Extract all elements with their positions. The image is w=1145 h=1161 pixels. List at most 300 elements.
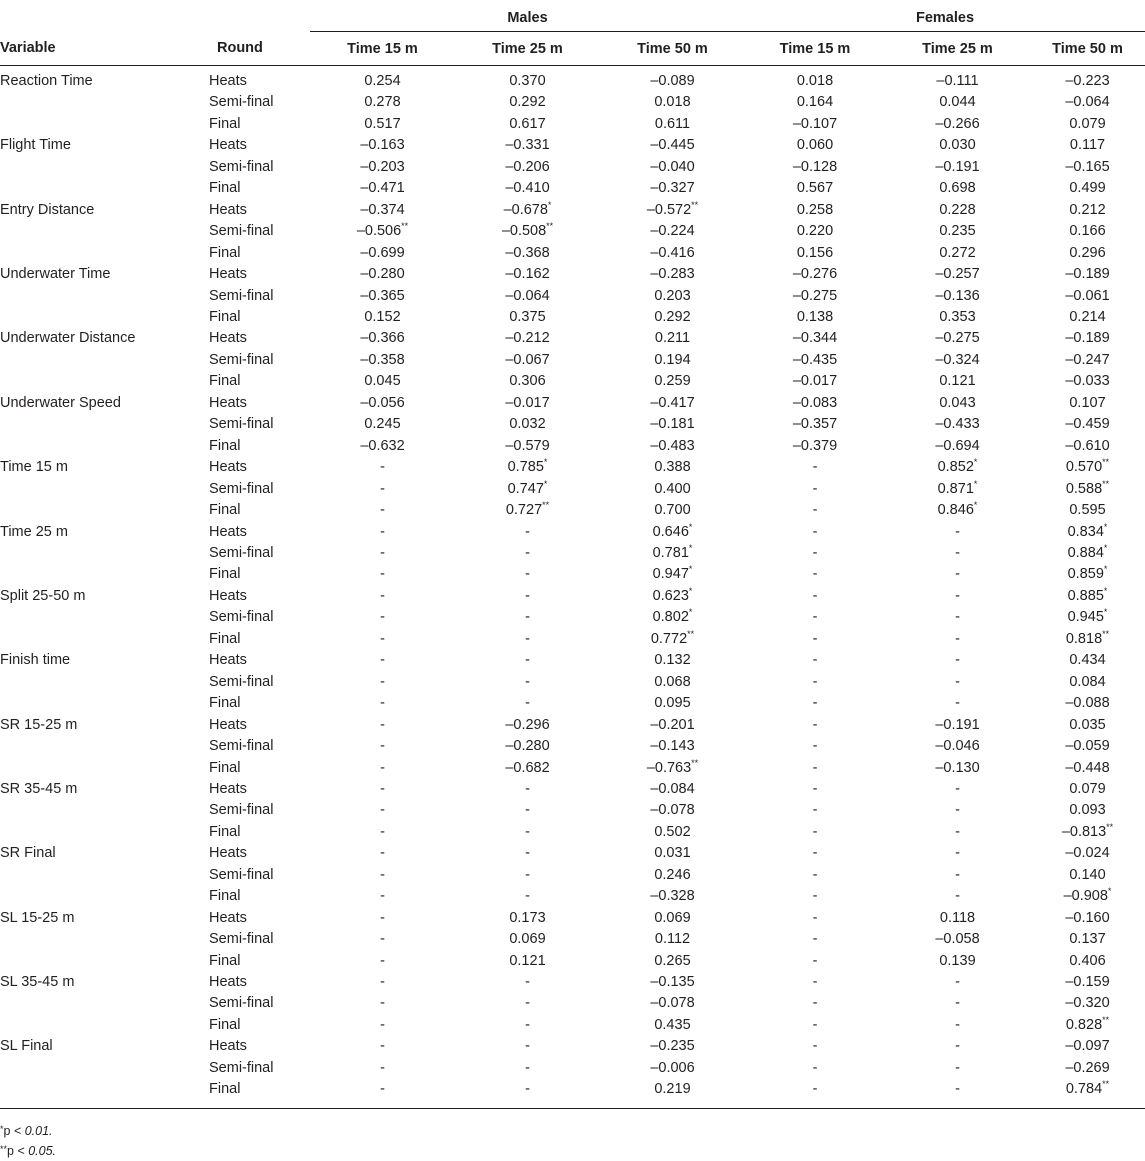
table-row	[0, 200, 1145, 221]
cell-females-time-15: -	[812, 1059, 818, 1076]
cell-males-time-50: 0.203	[654, 287, 691, 304]
cell-males-time-25: 0.727**	[505, 500, 550, 519]
cell-males-time-50: –0.006	[650, 1059, 695, 1076]
cell-round: Final	[209, 115, 241, 132]
footnote-mark: *	[0, 1124, 4, 1134]
cell-round: Semi-final	[209, 1059, 274, 1076]
cell-females-time-25: 0.272	[939, 244, 976, 261]
cell-females-time-50: –0.908*	[1063, 886, 1112, 905]
correlation-table	[0, 5, 1145, 1109]
cell-females-time-25: -	[955, 888, 960, 905]
cell-males-time-25: -	[525, 845, 530, 862]
column-header-females-time-50: Time 50 m	[1030, 32, 1145, 66]
cell-males-time-50: –0.224	[650, 223, 695, 240]
cell-males-time-25: -	[525, 802, 530, 819]
column-header-row	[0, 32, 1145, 66]
table-row	[0, 178, 1145, 199]
cell-females-time-15: -	[812, 652, 818, 669]
cell-females-time-50: 0.035	[1069, 716, 1106, 733]
cell-females-time-50: 0.818**	[1065, 628, 1110, 647]
cell-males-time-15: -	[380, 652, 385, 669]
cell-females-time-15: –0.275	[792, 287, 838, 304]
cell-males-time-15: -	[380, 974, 385, 991]
cell-males-time-25: –0.212	[505, 330, 550, 347]
table-row	[0, 371, 1145, 392]
cell-variable	[0, 607, 200, 628]
cell-variable	[0, 672, 200, 693]
cell-males-time-15: -	[380, 738, 385, 755]
cell-round: Heats	[209, 587, 247, 604]
cell-females-time-50: 0.296	[1069, 244, 1106, 261]
column-header-males-time-50: Time 50 m	[600, 32, 745, 66]
cell-males-time-50: 0.802*	[652, 607, 693, 626]
cell-females-time-15: –0.083	[792, 394, 838, 411]
cell-females-time-25: –0.191	[935, 158, 980, 175]
cell-males-time-25: –0.064	[505, 287, 550, 304]
cell-males-time-25: -	[525, 587, 530, 604]
cell-females-time-50: –0.160	[1065, 909, 1110, 926]
cell-females-time-50: –0.165	[1065, 158, 1110, 175]
cell-variable	[0, 629, 200, 650]
significance-mark: *	[1103, 564, 1108, 575]
cell-females-time-50: 0.945*	[1067, 607, 1108, 626]
cell-males-time-15: –0.374	[360, 201, 405, 218]
cell-males-time-15: -	[380, 1038, 385, 1055]
cell-variable: SR 35-45 m	[0, 780, 78, 797]
cell-round: Semi-final	[209, 802, 274, 819]
cell-variable: Underwater Distance	[0, 330, 136, 347]
cell-males-time-25: -	[525, 823, 530, 840]
cell-females-time-25: -	[955, 673, 960, 690]
cell-females-time-50: 0.406	[1069, 952, 1106, 969]
cell-males-time-15: –0.358	[360, 351, 405, 368]
cell-females-time-25: 0.043	[939, 394, 976, 411]
cell-females-time-50: –0.159	[1065, 974, 1110, 991]
cell-males-time-25: –0.678*	[503, 199, 552, 218]
significance-mark: *	[688, 564, 693, 575]
cell-females-time-15: -	[812, 1038, 818, 1055]
significance-mark: *	[543, 457, 548, 468]
cell-females-time-25: 0.044	[939, 94, 976, 111]
cell-females-time-15: –0.357	[792, 416, 838, 433]
cell-females-time-50: 0.828**	[1065, 1014, 1110, 1033]
cell-males-time-25: -	[525, 544, 530, 561]
cell-variable: Underwater Speed	[0, 394, 121, 411]
footnote-mark: **	[0, 1144, 8, 1154]
cell-males-time-15: -	[380, 609, 385, 626]
cell-males-time-50: –0.763**	[646, 757, 699, 776]
cell-males-time-25: -	[525, 652, 530, 669]
cell-variable	[0, 1015, 200, 1036]
cell-males-time-15: -	[380, 931, 385, 948]
cell-females-time-15: –0.017	[792, 373, 838, 390]
footnote-threshold: 0.01.	[24, 1124, 53, 1138]
cell-males-time-50: 0.400	[654, 480, 691, 497]
cell-males-time-15: -	[380, 716, 385, 733]
cell-females-time-15: -	[812, 866, 818, 883]
cell-males-time-50: 0.194	[654, 351, 691, 368]
cell-females-time-50: 0.884*	[1067, 542, 1108, 561]
cell-males-time-50: –0.235	[650, 1038, 695, 1055]
cell-females-time-50: –0.459	[1065, 416, 1110, 433]
cell-males-time-50: –0.089	[650, 73, 695, 89]
cell-round: Semi-final	[209, 738, 274, 755]
cell-females-time-50: 0.588**	[1065, 478, 1110, 497]
cell-variable: Finish time	[0, 652, 71, 669]
cell-females-time-25: 0.698	[939, 180, 976, 197]
table-row	[0, 286, 1145, 307]
cell-round: Semi-final	[209, 94, 274, 111]
cell-males-time-50: –0.143	[650, 738, 695, 755]
significance-mark: *	[543, 478, 548, 489]
cell-females-time-25: -	[955, 995, 960, 1012]
cell-females-time-25: -	[955, 523, 960, 540]
significance-mark: **	[546, 221, 554, 232]
table-row	[0, 650, 1145, 671]
cell-variable	[0, 564, 200, 585]
cell-variable: SL Final	[0, 1038, 53, 1055]
cell-females-time-25: -	[955, 1016, 960, 1033]
table-row	[0, 157, 1145, 178]
cell-variable	[0, 822, 200, 843]
cell-variable: SL 15-25 m	[0, 909, 75, 926]
cell-females-time-25: -	[955, 652, 960, 669]
cell-males-time-15: -	[380, 995, 385, 1012]
table-row	[0, 479, 1145, 500]
cell-females-time-25: –0.058	[935, 931, 980, 948]
table-row	[0, 586, 1145, 607]
cell-variable: Flight Time	[0, 137, 71, 154]
cell-round: Semi-final	[209, 866, 274, 883]
cell-round: Final	[209, 373, 241, 390]
cell-females-time-15: 0.060	[796, 137, 834, 154]
table-row	[0, 972, 1145, 993]
table-row	[0, 243, 1145, 264]
cell-males-time-25: -	[525, 1016, 530, 1033]
cell-females-time-15: -	[812, 802, 818, 819]
cell-males-time-50: 0.772**	[650, 628, 695, 647]
table-row	[0, 1079, 1145, 1108]
cell-females-time-15: -	[812, 909, 818, 926]
significance-mark: **	[1106, 821, 1114, 832]
cell-males-time-25: –0.682	[505, 759, 550, 776]
cell-males-time-50: 0.947*	[652, 564, 693, 583]
table-row	[0, 607, 1145, 628]
cell-variable	[0, 178, 200, 199]
cell-females-time-15: –0.379	[792, 437, 838, 454]
cell-males-time-15: –0.366	[360, 330, 405, 347]
cell-males-time-15: -	[380, 1059, 385, 1076]
cell-females-time-25: -	[955, 780, 960, 797]
cell-males-time-25: 0.785*	[507, 457, 548, 476]
cell-variable	[0, 350, 200, 371]
cell-males-time-50: –0.328	[650, 888, 695, 905]
cell-males-time-50: 0.781*	[652, 542, 693, 561]
table-header	[0, 5, 1145, 66]
cell-males-time-25: -	[525, 695, 530, 712]
cell-males-time-25: -	[525, 866, 530, 883]
cell-males-time-25: –0.368	[505, 244, 550, 261]
cell-males-time-50: –0.445	[650, 137, 695, 154]
cell-females-time-25: –0.257	[935, 266, 980, 283]
cell-variable	[0, 221, 200, 242]
cell-females-time-50: 0.079	[1069, 780, 1106, 797]
cell-males-time-25: –0.331	[505, 137, 550, 154]
cell-females-time-15: -	[812, 931, 818, 948]
cell-females-time-15: 0.164	[796, 94, 834, 111]
cell-females-time-15: -	[812, 673, 818, 690]
cell-females-time-25: -	[955, 974, 960, 991]
table-row	[0, 843, 1145, 864]
cell-females-time-25: –0.694	[935, 437, 980, 454]
cell-females-time-15: 0.138	[796, 308, 834, 325]
cell-females-time-50: 0.093	[1069, 802, 1106, 819]
cell-males-time-25: –0.162	[505, 266, 550, 283]
table-row	[0, 1058, 1145, 1079]
cell-males-time-25: –0.017	[505, 394, 550, 411]
cell-males-time-50: 0.502	[654, 823, 691, 840]
cell-variable	[0, 800, 200, 821]
cell-females-time-25: –0.324	[935, 351, 980, 368]
cell-females-time-50: –0.610	[1065, 437, 1110, 454]
cell-variable	[0, 993, 200, 1014]
cell-round: Heats	[209, 523, 247, 540]
cell-females-time-50: 0.499	[1069, 180, 1106, 197]
cell-round: Semi-final	[209, 995, 274, 1012]
significance-mark: *	[688, 521, 693, 532]
cell-males-time-25: 0.306	[509, 373, 546, 390]
cell-females-time-15: -	[812, 974, 818, 991]
cell-females-time-25: –0.433	[935, 416, 980, 433]
cell-males-time-25: –0.280	[505, 738, 550, 755]
table-row	[0, 135, 1145, 156]
cell-females-time-25: -	[955, 695, 960, 712]
cell-variable: Split 25-50 m	[0, 587, 86, 604]
cell-males-time-25: 0.121	[509, 952, 546, 969]
group-header-males: Males	[310, 5, 745, 32]
table-row	[0, 886, 1145, 907]
cell-males-time-50: 0.623*	[652, 585, 693, 604]
cell-males-time-15: -	[380, 1081, 385, 1098]
cell-females-time-25: –0.130	[935, 759, 980, 776]
cell-males-time-15: –0.506**	[356, 221, 409, 240]
table-row	[0, 436, 1145, 457]
cell-females-time-15: -	[812, 609, 818, 626]
cell-variable	[0, 543, 200, 564]
cell-females-time-15: 0.258	[796, 201, 834, 218]
cell-variable	[0, 693, 200, 714]
cell-females-time-25: 0.871*	[937, 478, 978, 497]
cell-females-time-25: -	[955, 544, 960, 561]
cell-females-time-50: 0.834*	[1067, 521, 1108, 540]
table-row	[0, 457, 1145, 478]
cell-variable	[0, 1058, 200, 1079]
cell-females-time-25: -	[955, 845, 960, 862]
cell-females-time-15: -	[812, 759, 818, 776]
cell-males-time-50: –0.181	[650, 416, 695, 433]
cell-round: Final	[209, 502, 241, 519]
cell-males-time-25: –0.206	[505, 158, 550, 175]
cell-males-time-15: -	[380, 480, 385, 497]
cell-females-time-50: 0.885*	[1067, 585, 1108, 604]
table-row	[0, 66, 1145, 93]
footnote-significance-05	[0, 1144, 56, 1158]
cell-females-time-15: -	[812, 952, 818, 969]
cell-males-time-15: -	[380, 1016, 385, 1033]
cell-females-time-15: 0.156	[796, 244, 834, 261]
cell-males-time-25: 0.032	[509, 416, 546, 433]
group-header-row	[0, 5, 1145, 32]
cell-round: Semi-final	[209, 673, 274, 690]
table-row	[0, 715, 1145, 736]
cell-males-time-15: 0.254	[364, 73, 401, 89]
table-row	[0, 1036, 1145, 1057]
cell-variable	[0, 500, 200, 521]
cell-females-time-50: 0.595	[1069, 502, 1106, 519]
cell-females-time-15: -	[812, 1016, 818, 1033]
cell-round: Final	[209, 437, 241, 454]
cell-round: Semi-final	[209, 287, 274, 304]
column-header-females-time-25: Time 25 m	[885, 32, 1030, 66]
table-row	[0, 522, 1145, 543]
cell-round: Semi-final	[209, 480, 274, 497]
cell-females-time-50: –0.223	[1065, 73, 1110, 89]
cell-males-time-50: 0.211	[654, 330, 691, 347]
cell-females-time-15: -	[812, 716, 818, 733]
cell-round: Heats	[209, 459, 247, 476]
cell-females-time-15: –0.435	[792, 351, 838, 368]
cell-round: Final	[209, 1081, 241, 1098]
cell-females-time-50: –0.269	[1065, 1059, 1110, 1076]
cell-males-time-50: 0.112	[654, 931, 691, 948]
cell-males-time-25: –0.410	[505, 180, 550, 197]
cell-females-time-50: –0.059	[1065, 738, 1110, 755]
cell-females-time-25: 0.235	[939, 223, 976, 240]
table-row	[0, 929, 1145, 950]
cell-females-time-25: -	[955, 587, 960, 604]
cell-males-time-15: -	[380, 888, 385, 905]
cell-males-time-25: -	[525, 566, 530, 583]
cell-variable: SR 15-25 m	[0, 716, 78, 733]
cell-females-time-25: –0.266	[935, 115, 980, 132]
cell-females-time-15: -	[812, 780, 818, 797]
cell-females-time-25: -	[955, 609, 960, 626]
table-row	[0, 564, 1145, 585]
table-row	[0, 500, 1145, 521]
cell-females-time-15: -	[812, 459, 818, 476]
cell-males-time-50: 0.219	[654, 1081, 691, 1098]
cell-females-time-50: –0.097	[1065, 1038, 1110, 1055]
cell-males-time-25: –0.067	[505, 351, 550, 368]
cell-females-time-25: -	[955, 866, 960, 883]
cell-females-time-50: –0.189	[1065, 266, 1110, 283]
cell-males-time-15: -	[380, 759, 385, 776]
significance-mark: *	[1103, 521, 1108, 532]
cell-males-time-25: -	[525, 780, 530, 797]
cell-males-time-25: 0.173	[509, 909, 546, 926]
table-row	[0, 92, 1145, 113]
significance-mark: **	[687, 628, 695, 639]
cell-females-time-50: –0.813**	[1061, 821, 1114, 840]
cell-females-time-25: 0.852*	[937, 457, 978, 476]
cell-females-time-25: 0.139	[939, 952, 976, 969]
cell-females-time-50: 0.117	[1069, 137, 1106, 154]
cell-males-time-50: 0.018	[654, 94, 691, 111]
cell-females-time-15: -	[812, 1081, 818, 1098]
cell-females-time-15: –0.107	[792, 115, 838, 132]
cell-females-time-15: 0.567	[796, 180, 834, 197]
cell-males-time-25: 0.292	[509, 94, 546, 111]
column-header-males-time-15: Time 15 m	[310, 32, 455, 66]
cell-females-time-50: –0.024	[1065, 845, 1110, 862]
cell-females-time-15: 0.220	[796, 223, 834, 240]
cell-males-time-15: -	[380, 866, 385, 883]
cell-round: Heats	[209, 716, 247, 733]
table-row	[0, 1015, 1145, 1036]
cell-variable	[0, 436, 200, 457]
cell-females-time-15: 0.018	[796, 73, 834, 89]
significance-mark: **	[1102, 478, 1110, 489]
cell-females-time-50: –0.064	[1065, 94, 1110, 111]
cell-females-time-25: 0.353	[939, 308, 976, 325]
cell-males-time-50: –0.078	[650, 995, 695, 1012]
significance-mark: *	[1103, 542, 1108, 553]
cell-males-time-15: –0.471	[360, 180, 405, 197]
cell-males-time-15: -	[380, 566, 385, 583]
table-row	[0, 414, 1145, 435]
cell-males-time-15: –0.365	[360, 287, 405, 304]
cell-females-time-25: 0.118	[939, 909, 976, 926]
cell-variable: Entry Distance	[0, 201, 95, 218]
cell-males-time-15: -	[380, 780, 385, 797]
cell-females-time-50: –0.189	[1065, 330, 1110, 347]
cell-round: Heats	[209, 780, 247, 797]
table-body	[0, 66, 1145, 1109]
cell-females-time-25: –0.191	[935, 716, 980, 733]
cell-variable	[0, 92, 200, 113]
significance-mark: **	[1102, 1014, 1110, 1025]
cell-round: Heats	[209, 266, 247, 283]
cell-round: Final	[209, 823, 241, 840]
cell-males-time-15: -	[380, 802, 385, 819]
footnote-threshold: 0.05.	[28, 1144, 57, 1158]
cell-males-time-50: –0.416	[650, 244, 695, 261]
cell-females-time-15: –0.344	[792, 330, 838, 347]
footnote-text: p <	[3, 1124, 25, 1138]
cell-males-time-50: –0.084	[650, 780, 695, 797]
cell-males-time-50: 0.265	[654, 952, 691, 969]
cell-males-time-25: -	[525, 1059, 530, 1076]
cell-females-time-25: -	[955, 1059, 960, 1076]
cell-males-time-50: –0.327	[650, 180, 695, 197]
cell-females-time-15: –0.276	[792, 266, 838, 283]
group-header-females: Females	[745, 5, 1145, 32]
cell-round: Final	[209, 952, 241, 969]
cell-round: Semi-final	[209, 609, 274, 626]
table-row	[0, 993, 1145, 1014]
cell-males-time-50: –0.483	[650, 437, 695, 454]
cell-variable	[0, 886, 200, 907]
cell-males-time-15: -	[380, 459, 385, 476]
significance-mark: *	[688, 585, 693, 596]
table-row	[0, 951, 1145, 972]
cell-males-time-50: 0.095	[654, 695, 691, 712]
cell-males-time-50: 0.132	[654, 652, 691, 669]
cell-males-time-25: -	[525, 1038, 530, 1055]
cell-females-time-25: -	[955, 823, 960, 840]
table-row	[0, 800, 1145, 821]
cell-males-time-15: -	[380, 952, 385, 969]
